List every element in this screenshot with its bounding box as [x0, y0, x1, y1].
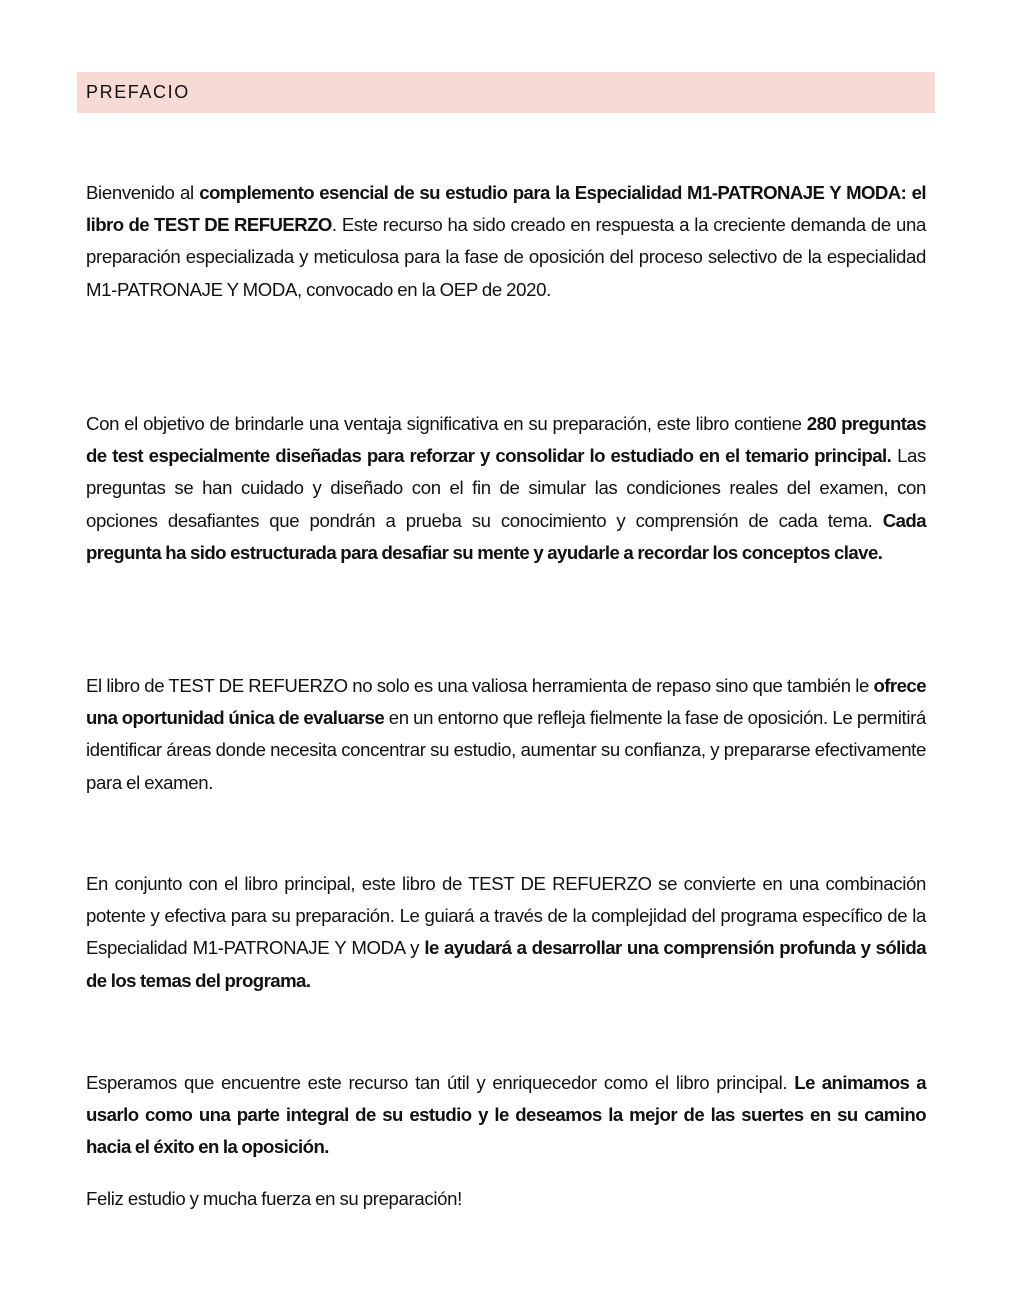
paragraph-farewell	[86, 1183, 926, 1215]
text-run: En conjunto con el libro principal, este libro de TEST DE REFUERZO se convierte en una combinación potente y efectiva para su preparación. Le guiará a través de la complejidad del programa específico de la Especialidad M1-PATRONAJE Y MODA y	[86, 873, 926, 959]
text-run: Con el objetivo de brindarle una ventaja significativa en su preparación, este libro contiene	[86, 413, 807, 434]
bold-run: 280 preguntas de test especialmente diseñadas para reforzar y consolidar lo estudiado en el temario principal.	[86, 413, 927, 467]
text-run: Feliz estudio y mucha fuerza en su preparación!	[86, 1188, 462, 1209]
section-header	[77, 72, 935, 113]
bold-run: Le animamos a usarlo como una parte integral de su estudio y le deseamos la mejor de las suertes en su camino hacia el éxito en la oposición.	[86, 1072, 926, 1158]
text-run: en un entorno que refleja fielmente la fase de oposición. Le permitirá identificar áreas donde necesita concentrar su estudio, aumentar su confianza, y prepararse efectivamente para el examen.	[86, 707, 926, 793]
text-run: Bienvenido al	[86, 182, 200, 203]
text-run: El libro de TEST DE REFUERZO no solo es una valiosa herramienta de repaso sino que también le	[86, 675, 874, 696]
text-run: Las preguntas se han cuidado y diseñado con el fin de simular las condiciones reales del examen, con opciones desafiantes que pondrán a prueba su conocimiento y comprensión de cada tema.	[86, 445, 926, 531]
bold-run: complemento esencial de su estudio para la Especialidad M1-PATRONAJE Y MODA: el libro de TEST DE REFUERZO	[86, 182, 926, 236]
text-run: Esperamos que encuentre este recurso tan útil y enriquecedor como el libro principal.	[86, 1072, 795, 1093]
bold-run: ofrece una oportunidad única de evaluarse	[86, 675, 926, 729]
paragraph-objective	[86, 408, 926, 569]
text-run: . Este recurso ha sido creado en respuesta a la creciente demanda de una preparación especializada y meticulosa para la fase de oposición del proceso selectivo de la especialidad M1-PATRONAJE Y MODA, convocado en la OEP de 2020.	[86, 214, 927, 300]
paragraph-evaluation	[86, 670, 926, 799]
bold-run: le ayudará a desarrollar una comprensión profunda y sólida de los temas del programa.	[86, 937, 926, 991]
bold-run: Cada pregunta ha sido estructurada para desafiar su mente y ayudarle a recordar los conceptos clave.	[86, 509, 926, 563]
section-title: PREFACIO	[86, 82, 190, 102]
paragraph-intro	[86, 177, 926, 306]
paragraph-combination	[86, 868, 926, 997]
paragraph-closing	[86, 1067, 926, 1164]
